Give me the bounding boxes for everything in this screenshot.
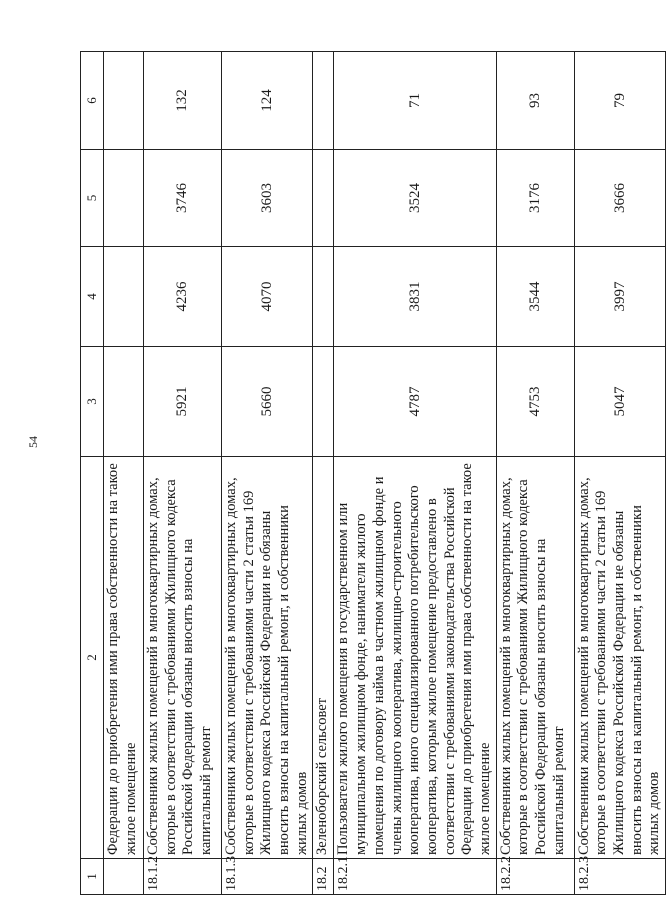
value-col4: 3997 [574,247,665,347]
table-row [104,52,144,895]
row-code: 18.1.2 [144,859,222,895]
value-col5: 3746 [144,150,222,247]
table-row [334,52,496,895]
row-code: 18.2 [313,859,334,895]
value-col6: 93 [496,52,574,150]
value-col4 [313,247,334,347]
row-code: 18.1.3 [222,859,313,895]
table-row [574,52,665,895]
page-number: 54 [26,436,40,448]
row-code [104,859,144,895]
value-col5 [104,150,144,247]
value-col4: 3544 [496,247,574,347]
column-header: 6 [81,52,104,150]
column-header: 4 [81,247,104,347]
column-header: 5 [81,150,104,247]
value-col4 [104,247,144,347]
value-col6: 124 [222,52,313,150]
value-col4: 3831 [334,247,496,347]
value-col4: 4236 [144,247,222,347]
column-header: 1 [81,859,104,895]
value-col6: 79 [574,52,665,150]
value-col3: 4787 [334,347,496,457]
row-description: Собственники жилых помещений в многоквартирных домах, которые в соответствии с требованиями части 2 статьи 169 Жилищного кодекса Российской Федерации не обязаны вносить взносы на капитальный ремонт, и собственники жилых домов [222,457,313,859]
value-col5 [313,150,334,247]
value-col3 [313,347,334,457]
value-col6 [313,52,334,150]
value-col3: 5047 [574,347,665,457]
header-row [81,52,104,895]
value-col5: 3666 [574,150,665,247]
value-col5: 3524 [334,150,496,247]
value-col6 [104,52,144,150]
value-col3: 4753 [496,347,574,457]
rotated-table-container [80,52,663,895]
tariff-table [80,51,666,895]
column-header: 3 [81,347,104,457]
row-description: Федерации до приобретения ими права собственности на такое жилое помещение [104,457,144,859]
value-col3 [104,347,144,457]
value-col3: 5660 [222,347,313,457]
value-col3: 5921 [144,347,222,457]
row-code: 18.2.2 [496,859,574,895]
table-row [496,52,574,895]
value-col6: 71 [334,52,496,150]
value-col5: 3603 [222,150,313,247]
value-col5: 3176 [496,150,574,247]
row-code: 18.2.1 [334,859,496,895]
column-header: 2 [81,457,104,859]
row-code: 18.2.3 [574,859,665,895]
row-description: Пользователи жилого помещения в государственном или муниципальном жилищном фонде, наниматели жилого помещения по договору найма в частном жилищном фонде и члены жилищного кооператива, жилищно-строительного кооператива, иного специализированного потребительского кооператива, которым жилое помещение предоставлено в соответствии с требованиями законодательства Российской Федерации до приобретения ими права собственности на такое жилое помещение [334,457,496,859]
value-col4: 4070 [222,247,313,347]
row-description: Собственники жилых помещений в многоквартирных домах, которые в соответствии с требованиями Жилищного кодекса Российской Федерации обязаны вносить взносы на капитальный ремонт [144,457,222,859]
row-description: Собственники жилых помещений в многоквартирных домах, которые в соответствии с требованиями Жилищного кодекса Российской Федерации обязаны вносить взносы на капитальный ремонт [496,457,574,859]
value-col6: 132 [144,52,222,150]
table-row [144,52,222,895]
table-row [313,52,334,895]
table-row [222,52,313,895]
row-description: Собственники жилых помещений в многоквартирных домах, которые в соответствии с требованиями части 2 статьи 169 Жилищного кодекса Российской Федерации не обязаны вносить взносы на капитальный ремонт, и собственники жилых домов [574,457,665,859]
row-description: Зеленоборский сельсовет [313,457,334,859]
